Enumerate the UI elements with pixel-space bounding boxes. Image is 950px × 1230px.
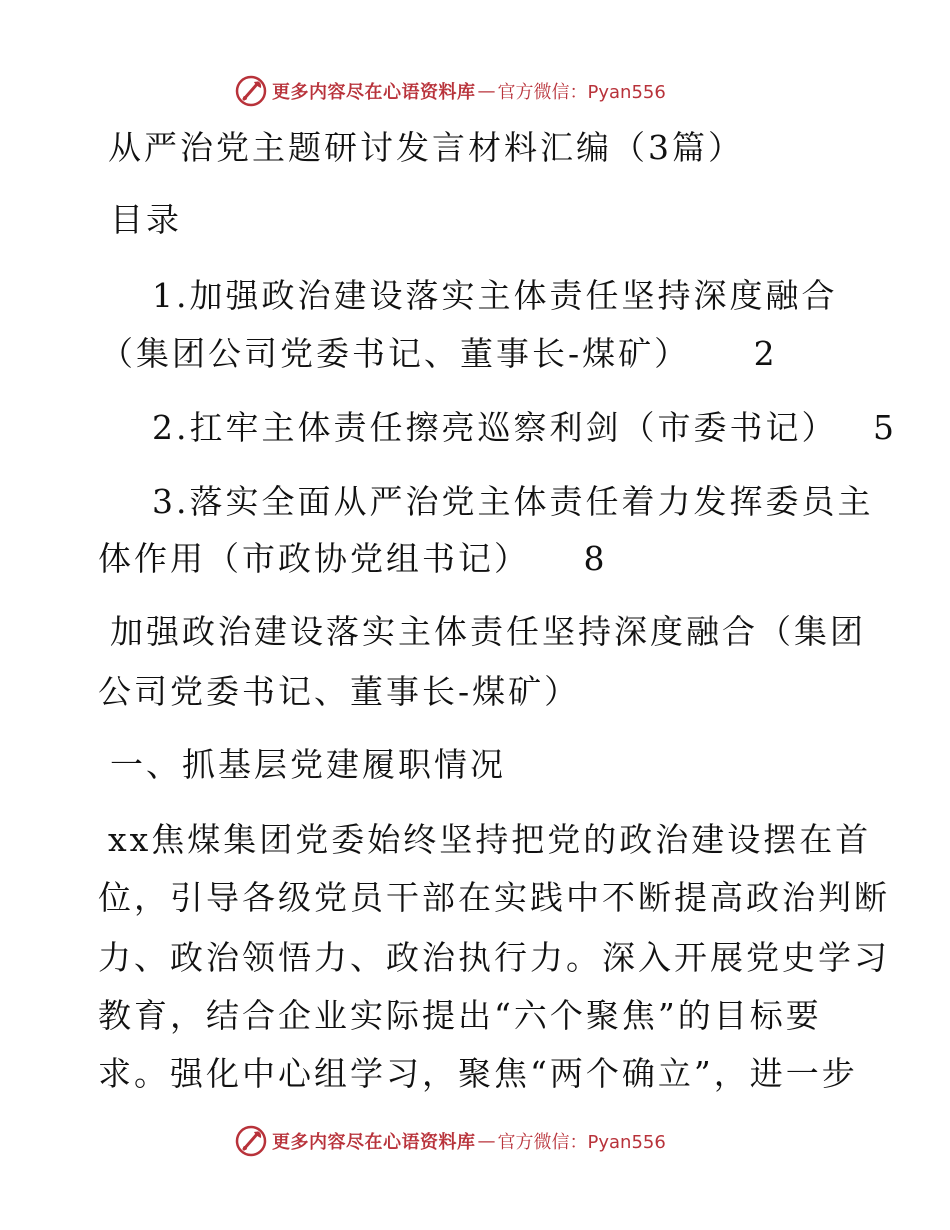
banner-text: 更多内容尽在心语资料库 — [272, 1132, 476, 1153]
toc-entry-2 — [152, 408, 897, 448]
banner-separator: — — [477, 1130, 496, 1152]
toc-entry-3-subtitle: 体作用（市政协党组书记） — [98, 539, 530, 578]
quill-logo-icon — [234, 74, 268, 108]
body-line-1: xx焦煤集团党委始终坚持把党的政治建设摆在首 — [108, 820, 872, 859]
toc-entry-2-page: 5 — [873, 408, 897, 447]
toc-entry-3-line2 — [98, 539, 608, 579]
banner-separator: — — [477, 80, 496, 102]
header-watermark-banner — [234, 72, 666, 110]
banner-wechat: 官方微信：Pyan556 — [497, 82, 666, 103]
toc-entry-3-page: 8 — [583, 539, 608, 578]
section-heading: 一、抓基层党建履职情况 — [110, 745, 506, 784]
body-line-2: 位，引导各级党员干部在实践中不断提高政治判断 — [98, 878, 890, 917]
banner-text: 更多内容尽在心语资料库 — [272, 82, 476, 103]
body-line-5: 求。强化中心组学习，聚焦“两个确立”，进一步 — [98, 1054, 858, 1093]
body-line-3: 力、政治领悟力、政治执行力。深入开展党史学习 — [98, 938, 890, 977]
document-title: 从严治党主题研讨发言材料汇编（3篇） — [108, 128, 744, 167]
article-title-line1: 加强政治建设落实主体责任坚持深度融合（集团 — [110, 612, 866, 651]
footer-watermark-banner — [234, 1122, 666, 1160]
banner-wechat: 官方微信：Pyan556 — [497, 1132, 666, 1153]
quill-logo-icon — [234, 1124, 268, 1158]
toc-heading: 目录 — [110, 200, 182, 239]
body-line-4: 教育，结合企业实际提出“六个聚焦”的目标要 — [98, 996, 822, 1035]
article-title-line2: 公司党委书记、董事长-煤矿） — [98, 672, 581, 711]
toc-entry-3-line1: 3.落实全面从严治党主体责任着力发挥委员主 — [152, 482, 874, 521]
toc-entry-2-title: 2.扛牢主体责任擦亮巡察利剑（市委书记） — [152, 408, 838, 447]
toc-entry-1-line2 — [100, 334, 778, 374]
toc-entry-1-subtitle: （集团公司党委书记、董事长-煤矿） — [100, 334, 691, 373]
toc-entry-1-line1: 1.加强政治建设落实主体责任坚持深度融合 — [152, 276, 838, 315]
toc-entry-1-page: 2 — [753, 334, 778, 373]
